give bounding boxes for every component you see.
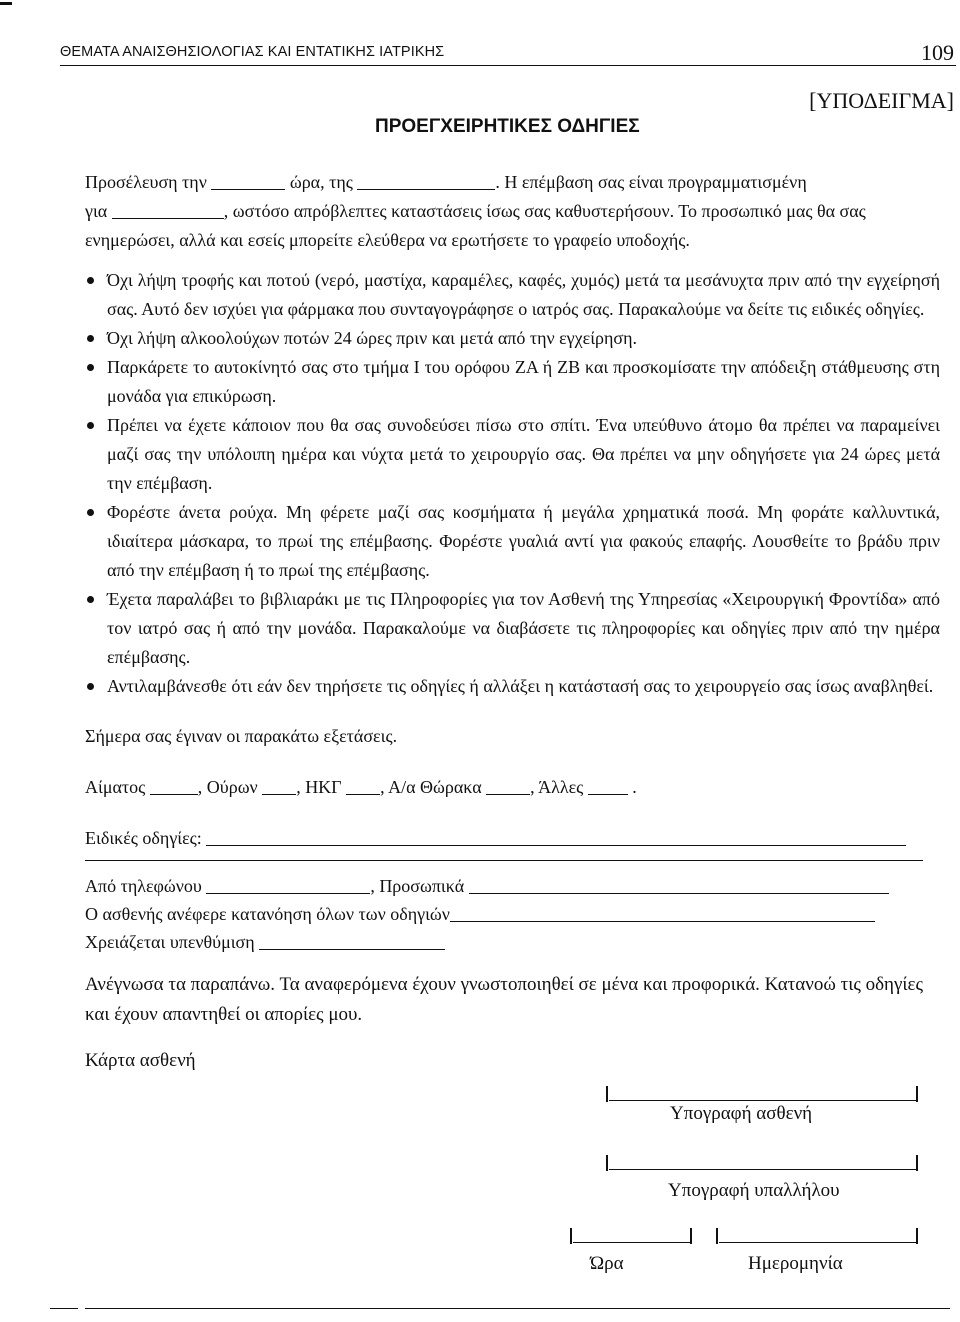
understanding-label: Ο ασθενής ανέφερε κατανόηση όλων των οδηγιών [85,904,450,924]
date-bracket-left [716,1228,718,1244]
exam-ecg-blank[interactable] [346,776,380,795]
sample-tag: [ΥΠΟΔΕΙΓΜΑ] [809,88,954,113]
document-title: ΠΡΟΕΓΧΕΙΡΗΤΙΚΕΣ ΟΔΗΓΙΕΣ [375,116,640,137]
exam-urine-blank[interactable] [262,776,296,795]
patient-signature-line[interactable] [609,1086,916,1101]
date-label: Ημερομηνία [748,1253,843,1274]
date-line[interactable] [719,1228,916,1243]
time-label: Ώρα [590,1253,624,1274]
date-bracket-right [916,1228,918,1244]
exam-blood-blank[interactable] [150,776,198,795]
time-word: ώρα, της [289,172,353,192]
footer-rule [85,1308,950,1309]
intro-rest: , ωστόσο απρόβλεπτες καταστάσεις ίσως σας καθυστερήσουν. Το προσωπικό μας θα σας ενημερώσει, αλλά και εσείς μπορείτε ελεύθερα να ερωτήσετε το γραφείο υποδοχής. [85,201,866,250]
time-bracket-left [570,1228,572,1244]
sig-bracket-left [606,1086,608,1102]
reminder-row [85,929,445,954]
sig-bracket-right [916,1086,918,1102]
instruction-item: Αντιλαμβάνεσθε ότι εάν δεν τηρήσετε τις οδηγίες ή αλλάξει η κατάστασή σας το χειρουργείο σας ίσως αναβληθεί. [85,672,940,701]
special-instructions-extra-line[interactable] [85,860,923,861]
exam-other-blank[interactable] [588,776,628,795]
exam-end: . [632,777,637,797]
arrival-hour-blank[interactable] [211,171,285,190]
time-line[interactable] [573,1228,690,1243]
sig-bracket-left [606,1155,608,1171]
special-instructions-row [85,824,925,853]
arrival-prefix: Προσέλευση την [85,172,207,192]
instruction-item: Φορέστε άνετα ρούχα. Μη φέρετε μαζί σας κοσμήματα ή μεγάλα χρηματικά ποσά. Μη φοράτε καλλυντικά, ιδιαίτερα μάσκαρα, το πρωί της επέμβασης. Φορέστε γυαλιά αντί για φακούς επαφής. Λουσθείτε το βράδυ πριν από την επέμβαση ή το πρωί της επέμβασης. [85,498,940,585]
patient-card-label: Κάρτα ασθενή [85,1050,196,1071]
phone-row [85,873,889,898]
time-bracket-right [690,1228,692,1244]
understanding-blank[interactable] [450,903,875,922]
footer-rule-short [50,1308,78,1309]
surgery-date-blank[interactable] [112,200,224,219]
exam-blood-label: Αίματος [85,777,146,797]
by-phone-blank[interactable] [206,875,370,894]
running-title: ΘΕΜΑΤΑ ΑΝΑΙΣΘΗΣΙΟΛΟΓΙΑΣ ΚΑΙ ΕΝΤΑΤΙΚΗΣ ΙΑΤΡΙΚΗΣ [60,44,445,60]
patient-statement: Ανέγνωσα τα παραπάνω. Τα αναφερόμενα έχουν γνωστοποιηθεί σε μένα και προφορικά. Κατανοώ τις οδηγίες και έχουν απαντηθεί οι απορίες μου. [85,974,924,1025]
exams-line [85,773,925,802]
by-phone-label: Από τηλεφώνου [85,876,202,896]
exam-xray-blank[interactable] [486,776,530,795]
staff-signature-label: Υπογραφή υπαλλήλου [668,1180,840,1201]
understanding-row [85,901,875,926]
page-number: 109 [921,40,954,65]
instruction-item: Πρέπει να έχετε κάποιον που θα σας συνοδεύσει πίσω στο σπίτι. Ένα υπεύθυνο άτομο θα πρέπει να παραμείνει μαζί σας την υπόλοιπη ημέρα και νύχτα μετά το χειρουργίο σας. Θα πρέπει να μην οδηγήσετε για 24 ώρες μετά την επέμβαση. [85,411,940,498]
instruction-item: Έχετα παραλάβει το βιβλιαράκι με τις Πληροφορίες για τον Ασθενή της Υπηρεσίας «Χειρουργική Φροντίδα» από τον ιατρό σας ή από την μονάδα. Παρακαλούμε να διαβάσετε τις πληροφορίες και οδηγίες πριν από την ημέρα επέμβασης. [85,585,940,672]
running-header [60,40,956,66]
sig-bracket-right [916,1155,918,1171]
exam-xray-label: , Α/α Θώρακα [380,777,482,797]
special-instructions-blank[interactable] [206,827,906,846]
patient-signature-label: Υπογραφή ασθενή [670,1103,813,1124]
exam-ecg-label: , ΗΚΓ [296,777,342,797]
instructions-list [85,266,940,701]
exam-other-label: , Άλλες [530,777,584,797]
for-word: για [85,201,108,221]
arrival-date-blank[interactable] [357,171,495,190]
reminder-blank[interactable] [259,931,445,950]
special-instructions-label: Ειδικές οδηγίες: [85,828,202,848]
instruction-item: Παρκάρετε το αυτοκίνητό σας στο τμήμα Ι του ορόφου ΖΑ ή ΖΒ και προσκομίσατε την απόδειξη στάθμευσης στη μονάδα για επικύρωση. [85,353,940,411]
exam-urine-label: , Ούρων [197,777,258,797]
in-person-blank[interactable] [469,875,889,894]
instruction-item: Όχι λήψη αλκοολούχων ποτών 24 ώρες πριν και μετά από την εγχείρηση. [85,324,940,353]
scan-corner-mark [0,2,12,5]
intro-paragraph [85,168,925,255]
reminder-label: Χρειάζεται υπενθύμιση [85,932,255,952]
instruction-item: Όχι λήψη τροφής και ποτού (νερό, μαστίχα, καραμέλες, καφές, χυμός) μετά τα μεσάνυχτα πριν από την εγχείρησή σας. Αυτό δεν ισχύει για φάρμακα που συνταγογράφησε ο ιατρός σας. Παρακαλούμε να δείτε τις ειδικές οδηγίες. [85,266,940,324]
in-person-label: , Προσωπικά [370,876,465,896]
header-rule [60,65,956,66]
exams-heading: Σήμερα σας έγιναν οι παρακάτω εξετάσεις. [85,726,398,746]
staff-signature-line[interactable] [609,1155,916,1170]
scheduled-text: . Η επέμβαση σας είναι προγραμματισμένη [495,172,807,192]
